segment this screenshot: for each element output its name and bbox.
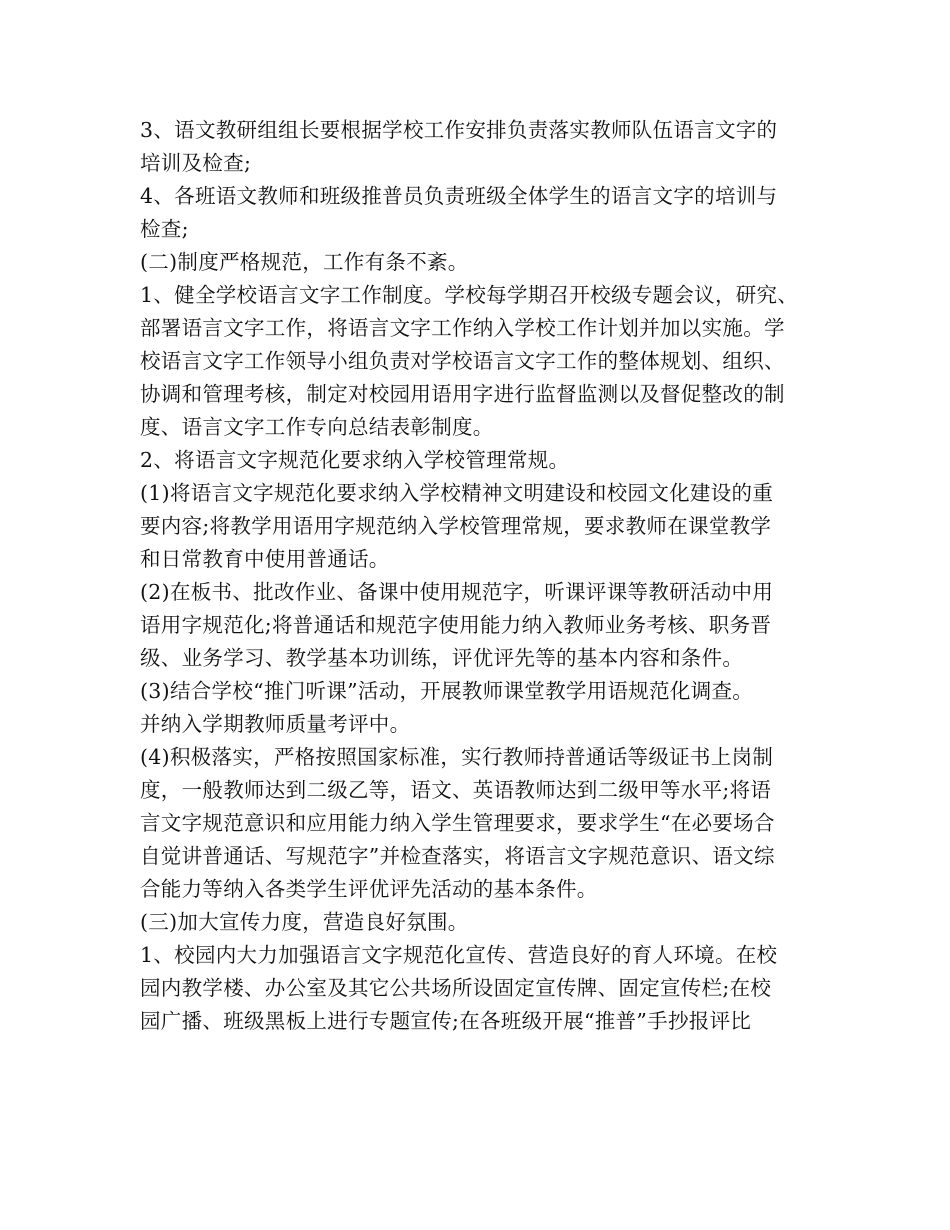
text-line: 合能力等纳入各类学生评优评先活动的基本条件。: [140, 877, 598, 901]
text-line: 言文字规范意识和应用能力纳入学生管理要求，要求学生“在必要场合: [140, 811, 775, 835]
text-line: 并纳入学期教师质量考评中。: [140, 712, 411, 736]
text-line: 度、语言文字工作专向总结表彰制度。: [140, 415, 494, 439]
text-line: 和日常教育中使用普通话。: [140, 547, 390, 571]
text-line: (4)积极落实，严格按照国家标准，实行教师持普通话等级证书上岗制: [140, 745, 774, 769]
text-line: 1、校园内大力加强语言文字规范化宣传、营造良好的育人环境。在校: [140, 943, 778, 967]
text-line: 3、语文教研组组长要根据学校工作安排负责落实教师队伍语言文字的: [140, 118, 778, 142]
text-line: 语用字规范化;将普通话和规范字使用能力纳入教师业务考核、职务晋: [140, 613, 772, 637]
text-line: 要内容;将教学用语用字规范纳入学校管理常规，要求教师在课堂教学: [140, 514, 772, 538]
text-line: 4、各班语文教师和班级推普员负责班级全体学生的语言文字的培训与: [140, 184, 778, 208]
text-line: 自觉讲普通话、写规范字”并检查落实，将语言文字规范意识、语文综: [140, 844, 775, 868]
text-line: (2)在板书、批改作业、备课中使用规范字，听课评课等教研活动中用: [140, 580, 774, 604]
text-line: (3)结合学校“推门听课”活动，开展教师课堂教学用语规范化调查。: [140, 679, 754, 703]
text-line: 园广播、班级黑板上进行专题宣传;在各班级开展“推普”手抄报评比: [140, 1009, 752, 1033]
text-line: 1、健全学校语言文字工作制度。学校每学期召开校级专题会议，研究、: [140, 283, 799, 307]
text-line: 2、将语言文字规范化要求纳入学校管理常规。: [140, 448, 570, 472]
section-heading: (二)制度严格规范，工作有条不紊。: [140, 250, 469, 274]
text-line: 培训及检查;: [140, 151, 252, 175]
text-line: 协调和管理考核，制定对校园用语用字进行监督监测以及督促整改的制: [140, 382, 785, 406]
text-line: 级、业务学习、教学基本功训练，评优评先等的基本内容和条件。: [140, 646, 744, 670]
section-heading: (三)加大宣传力度，营造良好氛围。: [140, 910, 469, 934]
text-line: 校语言文字工作领导小组负责对学校语言文字工作的整体规划、组织、: [140, 349, 785, 373]
document-body: [140, 114, 820, 1038]
text-line: 园内教学楼、办公室及其它公共场所设固定宣传牌、固定宣传栏;在校: [140, 976, 772, 1000]
text-line: 度，一般教师达到二级乙等，语文、英语教师达到二级甲等水平;将语: [140, 778, 772, 802]
text-line: (1)将语言文字规范化要求纳入学校精神文明建设和校园文化建设的重: [140, 481, 774, 505]
text-line: 检查;: [140, 217, 189, 241]
text-line: 部署语言文字工作，将语言文字工作纳入学校工作计划并加以实施。学: [140, 316, 785, 340]
